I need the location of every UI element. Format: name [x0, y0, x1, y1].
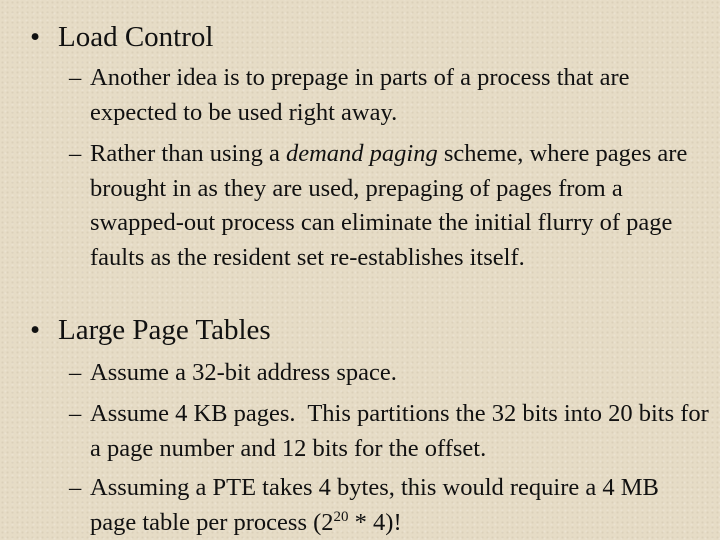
- text-before: Assuming a PTE takes 4 bytes, this would require a 4 MB page table per process (2: [90, 474, 659, 536]
- list-item-text: [69, 137, 709, 275]
- list-item-pte-size: [69, 471, 709, 540]
- dash-icon: –: [69, 359, 82, 386]
- bullet-icon: •: [30, 21, 41, 53]
- list-item-text: [69, 471, 709, 540]
- list-item-demand-paging: [69, 137, 709, 275]
- heading-load-control: Load Control: [58, 21, 214, 53]
- dash-icon: –: [69, 400, 82, 427]
- text-before: Rather than using a: [90, 140, 286, 167]
- bullet-load-control: [30, 20, 213, 54]
- bullet-large-page-tables: [30, 313, 271, 347]
- dash-icon: –: [69, 64, 82, 91]
- dash-icon: –: [69, 474, 82, 501]
- superscript-exponent: 20: [333, 508, 349, 525]
- text-after: * 4)!: [348, 508, 402, 536]
- list-item-text: Another idea is to prepage in parts of a process that are expected to be used right away.: [90, 64, 630, 126]
- list-item-page-size: [69, 397, 715, 466]
- heading-large-page-tables: Large Page Tables: [58, 314, 271, 346]
- emphasis-demand-paging: demand paging: [285, 140, 438, 167]
- text-after: scheme, where pages are brought in as they are used, prepaging of pages from a swapped-out process can eliminate the initial flurry of page faults as the resident set re-establishes itself.: [90, 140, 688, 271]
- dash-icon: –: [69, 140, 82, 167]
- list-item-address-space: [69, 356, 709, 391]
- list-item-text: Assume 4 KB pages. This partitions the 32 bits into 20 bits for a page number and 12 bits for the offset.: [90, 400, 715, 462]
- list-item-prepage-idea: [69, 61, 709, 130]
- list-item-text: Assume a 32-bit address space.: [90, 359, 397, 386]
- bullet-icon: •: [30, 314, 41, 346]
